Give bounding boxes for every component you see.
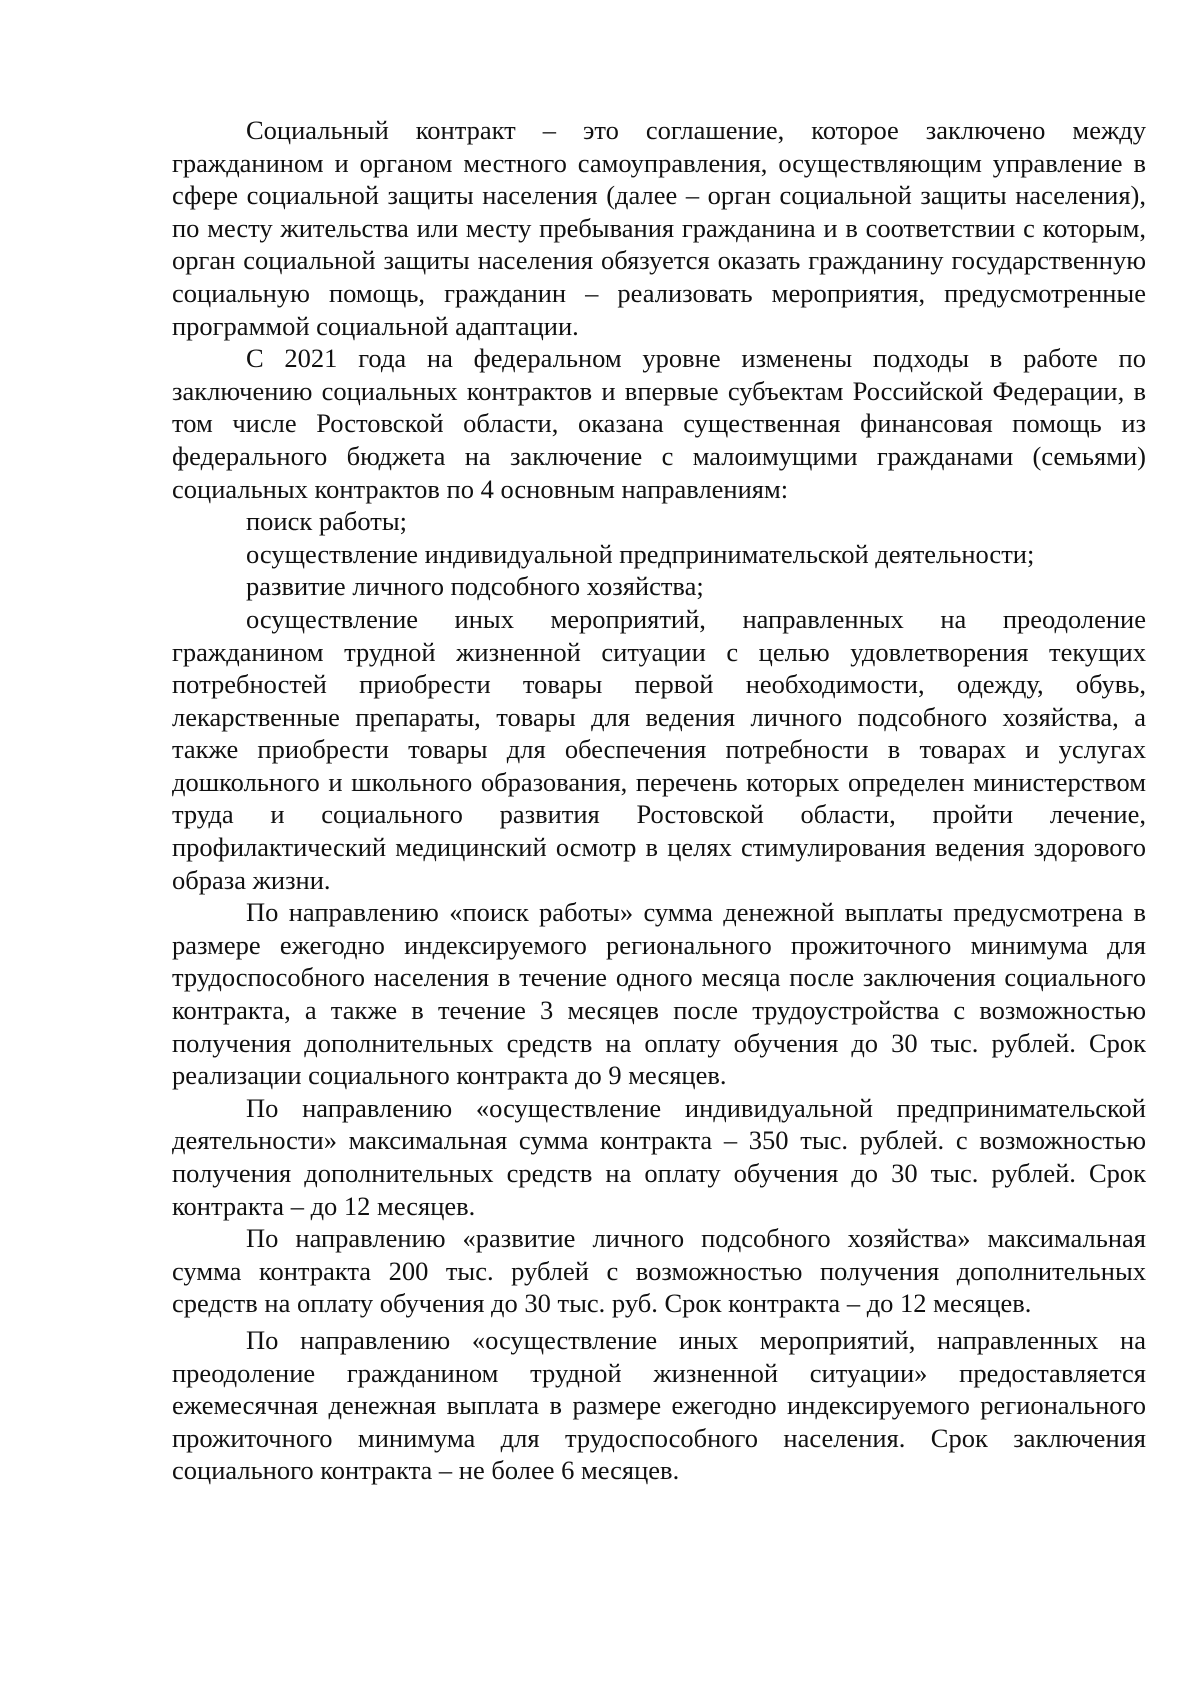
list-item-other-measures: осуществление иных мероприятий, направленных на преодоление гражданином трудной жизненной ситуации с целью удовлетворения текущих потребностей приобрести товары первой необходимости, одежду, обувь, лекарственные препараты, товары для ведения личного подсобного хозяйства, а также приобрести товары для обеспечения потребности в товарах и услугах дошкольного и школьного образования, перечень которых определен министерством труда и социального развития Ростовской области, пройти лечение, профилактический медицинский осмотр в целях стимулирования ведения здорового образа жизни. — [172, 603, 1146, 895]
list-item-entrepreneurship: осуществление индивидуальной предпринимательской деятельности; — [246, 538, 1035, 569]
paragraph-job-search-terms: По направлению «поиск работы» сумма денежной выплаты предусмотрена в размере ежегодно индексируемого регионального прожиточного минимума для трудоспособного населения в течение одного месяца после заключения социального контракта, а также в течение 3 месяцев после трудоустройства с возможностью получения дополнительных средств на оплату обучения до 30 тыс. рублей. Срок реализации социального контракта до 9 месяцев. — [172, 897, 1146, 1091]
list-item-subsidiary-farming: развитие личного подсобного хозяйства; — [246, 571, 704, 602]
paragraph-entrepreneurship-terms: По направлению «осуществление индивидуальной предпринимательской деятельности» максимальная сумма контракта – 350 тыс. рублей. с возможностью получения дополнительных средств на оплату обучения до 30 тыс. рублей. Срок контракта – до 12 месяцев. — [172, 1092, 1146, 1221]
paragraph-federal-changes: С 2021 года на федеральном уровне изменены подходы в работе по заключению социальных контрактов и впервые субъектам Российской Федерации, в том числе Ростовской области, оказана существенная финансовая помощь из федерального бюджета на заключение с малоимущими гражданами (семьями) социальных контрактов по 4 основным направлениям: — [172, 343, 1146, 504]
paragraph-farming-terms: По направлению «развитие личного подсобного хозяйства» максимальная сумма контракта 200 тыс. рублей с возможностью получения дополнительных средств на оплату обучения до 30 тыс. руб. Срок контракта – до 12 месяцев. — [172, 1223, 1146, 1319]
list-item-job-search: поиск работы; — [246, 506, 408, 537]
document-body — [172, 114, 1146, 1487]
paragraph-other-measures-terms: По направлению «осуществление иных мероприятий, направленных на преодоление гражданином трудной жизненной ситуации» предоставляется ежемесячная денежная выплата в размере ежегодно индексируемого регионального прожиточного минимума для трудоспособного населения. Срок заключения социального контракта – не более 6 месяцев. — [172, 1324, 1146, 1486]
paragraph-definition: Социальный контракт – это соглашение, которое заключено между гражданином и органом местного самоуправления, осуществляющим управление в сфере социальной защиты населения (далее – орган социальной защиты населения), по месту жительства или месту пребывания гражданина и в соответствии с которым, орган социальной защиты населения обязуется оказать гражданину государственную социальную помощь, гражданин – реализовать мероприятия, предусмотренные программой социальной адаптации. — [172, 115, 1146, 341]
